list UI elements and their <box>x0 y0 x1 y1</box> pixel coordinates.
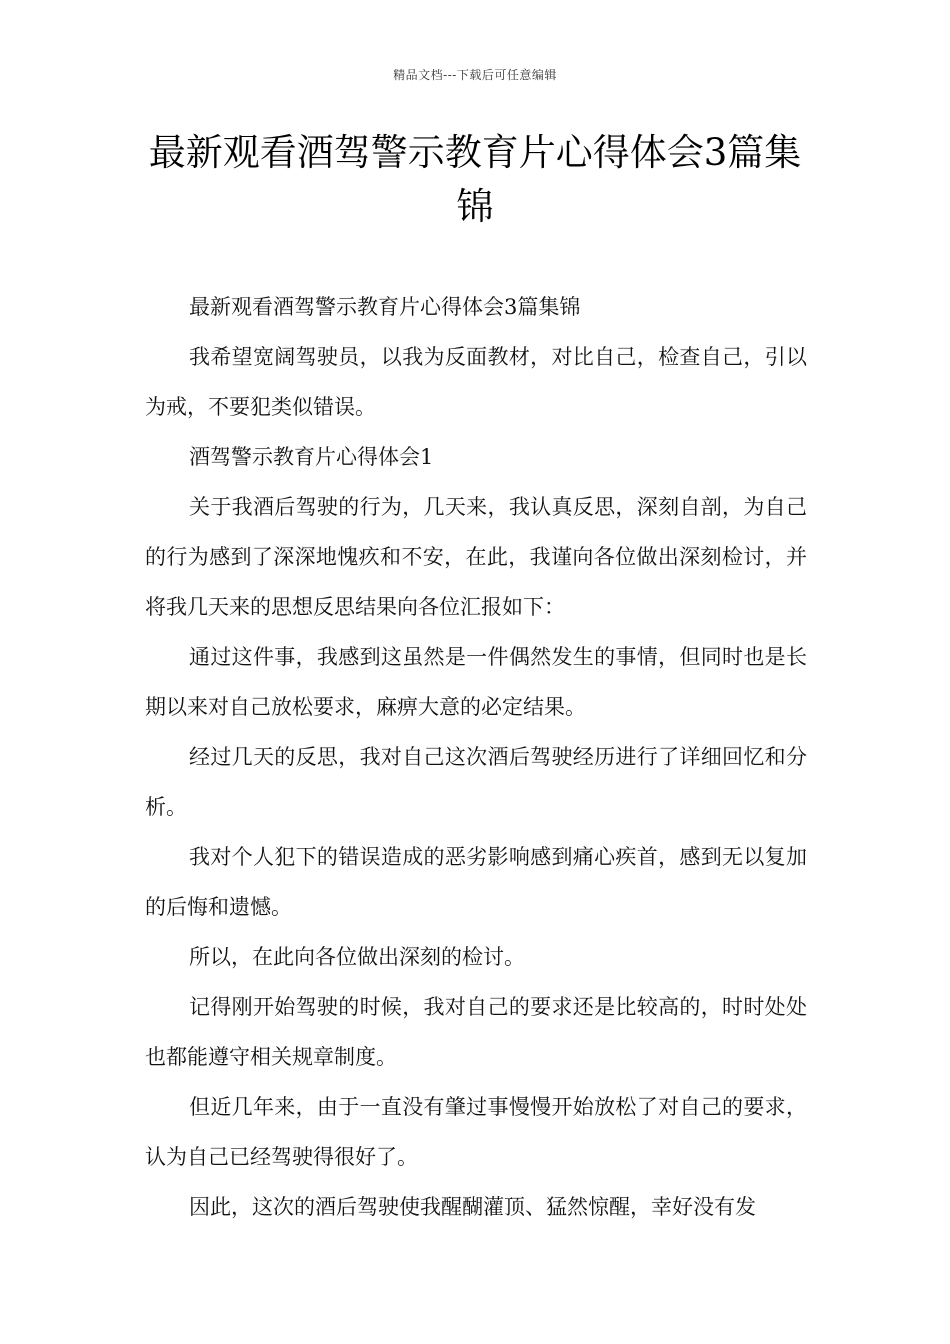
paragraph: 记得刚开始驾驶的时候，我对自己的要求还是比较高的，时时处处也都能遵守相关规章制度。 <box>145 995 807 1069</box>
paragraph: 我希望宽阔驾驶员，以我为反面教材，对比自己，检查自己，引以为戒，不要犯类似错误。 <box>145 345 807 419</box>
paragraph: 所以，在此向各位做出深刻的检讨。 <box>189 945 525 969</box>
paragraph: 我对个人犯下的错误造成的恶劣影响感到痛心疾首，感到无以复加的后悔和遗憾。 <box>145 845 807 919</box>
section-heading: 酒驾警示教育片心得体会1 <box>189 445 434 469</box>
paragraph: 但近几年来，由于一直没有肇过事慢慢开始放松了对自己的要求，认为自己已经驾驶得很好了。 <box>145 1095 807 1169</box>
document-body <box>145 282 807 1232</box>
paragraph: 经过几天的反思，我对自己这次酒后驾驶经历进行了详细回忆和分析。 <box>145 745 807 819</box>
paragraph: 通过这件事，我感到这虽然是一件偶然发生的事情，但同时也是长期以来对自己放松要求，麻痹大意的必定结果。 <box>145 645 807 719</box>
document-title: 最新观看酒驾警示教育片心得体会3篇集锦 <box>148 131 802 228</box>
header-note: 精品文档---下载后可任意编辑 <box>393 68 557 82</box>
paragraph-subtitle: 最新观看酒驾警示教育片心得体会3篇集锦 <box>189 295 581 319</box>
paragraph: 因此，这次的酒后驾驶使我醒醐灌顶、猛然惊醒，幸好没有发 <box>189 1195 756 1219</box>
paragraph: 关于我酒后驾驶的行为，几天来，我认真反思，深刻自剖，为自己的行为感到了深深地愧疚和不安，在此，我谨向各位做出深刻检讨，并将我几天来的思想反思结果向各位汇报如下： <box>145 495 807 619</box>
